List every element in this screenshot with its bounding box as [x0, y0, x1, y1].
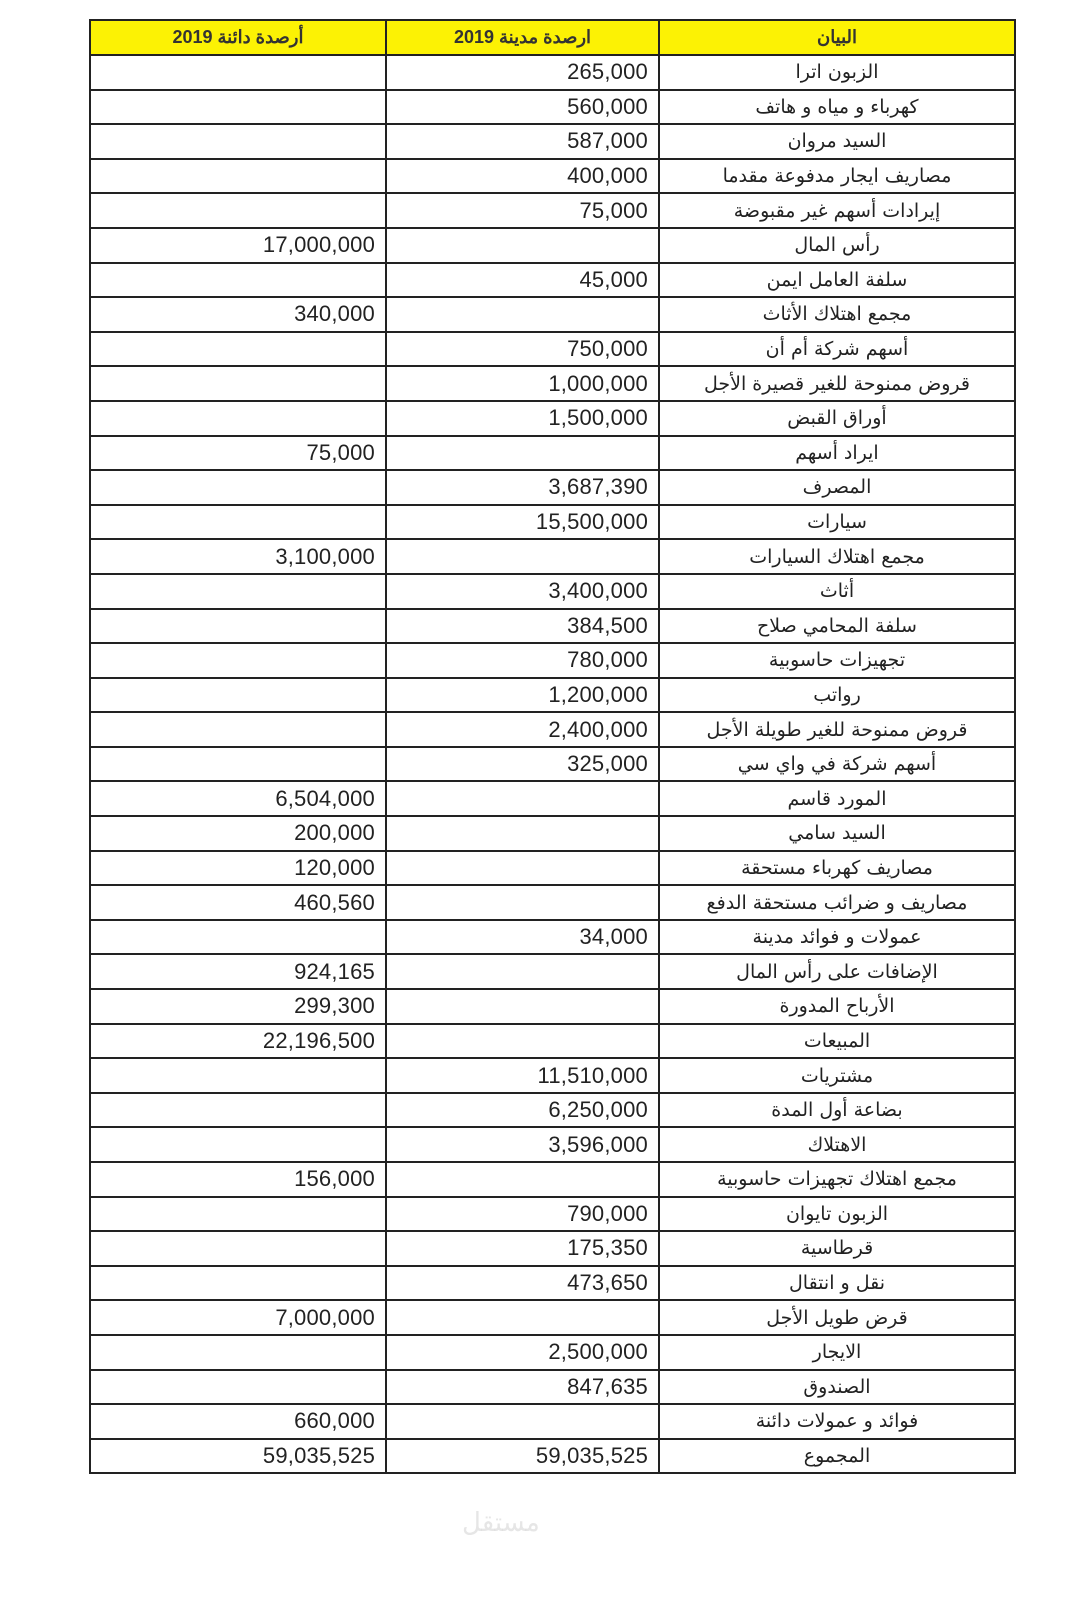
header-debit[interactable]: ارصدة مدينة 2019 — [386, 20, 659, 55]
table-row — [90, 539, 1015, 574]
watermark-logo: مستقل — [462, 1508, 540, 1538]
label-cell[interactable]: قروض ممنوحة للغير قصيرة الأجل — [659, 366, 1015, 401]
label-cell[interactable]: رأس المال — [659, 228, 1015, 263]
debit-cell[interactable] — [386, 989, 659, 1024]
table-row — [90, 124, 1015, 159]
debit-cell[interactable]: 6,250,000 — [386, 1093, 659, 1128]
label-cell[interactable]: مصاريف ايجار مدفوعة مقدما — [659, 159, 1015, 194]
debit-cell[interactable]: 3,400,000 — [386, 574, 659, 609]
header-label[interactable]: البيان — [659, 20, 1015, 55]
table-row — [90, 228, 1015, 263]
header-row — [90, 20, 1015, 55]
credit-cell[interactable]: 660,000 — [90, 1404, 386, 1439]
credit-cell[interactable] — [90, 574, 386, 609]
debit-cell[interactable] — [386, 539, 659, 574]
label-cell[interactable]: الإضافات على رأس المال — [659, 954, 1015, 989]
label-cell[interactable]: رواتب — [659, 678, 1015, 713]
label-cell[interactable]: السيد مروان — [659, 124, 1015, 159]
label-cell[interactable]: المورد قاسم — [659, 781, 1015, 816]
credit-cell[interactable] — [90, 1058, 386, 1093]
label-cell[interactable]: مجمع اهتلاك السيارات — [659, 539, 1015, 574]
label-cell[interactable]: الصندوق — [659, 1370, 1015, 1405]
credit-cell[interactable] — [90, 678, 386, 713]
trial-balance-table — [89, 19, 1016, 1474]
table-row — [90, 920, 1015, 955]
label-cell[interactable]: ايراد أسهم — [659, 436, 1015, 471]
credit-cell[interactable]: 75,000 — [90, 436, 386, 471]
credit-cell[interactable] — [90, 747, 386, 782]
label-cell[interactable]: مصاريف كهرباء مستحقة — [659, 851, 1015, 886]
label-cell[interactable]: قرطاسية — [659, 1231, 1015, 1266]
table-row — [90, 401, 1015, 436]
debit-cell[interactable] — [386, 954, 659, 989]
label-cell[interactable]: الزبون اترا — [659, 55, 1015, 90]
table-row — [90, 90, 1015, 125]
credit-cell[interactable] — [90, 470, 386, 505]
label-cell[interactable]: مصاريف و ضرائب مستحقة الدفع — [659, 885, 1015, 920]
debit-cell[interactable]: 325,000 — [386, 747, 659, 782]
table-row — [90, 747, 1015, 782]
table-row — [90, 816, 1015, 851]
debit-cell[interactable] — [386, 781, 659, 816]
debit-cell[interactable]: 11,510,000 — [386, 1058, 659, 1093]
debit-cell[interactable]: 59,035,525 — [386, 1439, 659, 1474]
debit-cell[interactable]: 3,596,000 — [386, 1127, 659, 1162]
credit-cell[interactable] — [90, 332, 386, 367]
table-row — [90, 609, 1015, 644]
table-row — [90, 1197, 1015, 1232]
credit-cell[interactable]: 17,000,000 — [90, 228, 386, 263]
credit-cell[interactable]: 120,000 — [90, 851, 386, 886]
credit-cell[interactable] — [90, 1370, 386, 1405]
credit-cell[interactable] — [90, 1093, 386, 1128]
debit-cell[interactable]: 3,687,390 — [386, 470, 659, 505]
table-row — [90, 193, 1015, 228]
credit-cell[interactable] — [90, 920, 386, 955]
table-row — [90, 885, 1015, 920]
credit-cell[interactable] — [90, 124, 386, 159]
table-row — [90, 1162, 1015, 1197]
table-row — [90, 505, 1015, 540]
credit-cell[interactable] — [90, 1335, 386, 1370]
credit-cell[interactable] — [90, 401, 386, 436]
debit-cell[interactable]: 34,000 — [386, 920, 659, 955]
debit-cell[interactable] — [386, 1024, 659, 1059]
table-row — [90, 159, 1015, 194]
label-cell[interactable]: أسهم شركة أم أن — [659, 332, 1015, 367]
label-cell[interactable]: أثاث — [659, 574, 1015, 609]
table-row — [90, 1231, 1015, 1266]
debit-cell[interactable]: 75,000 — [386, 193, 659, 228]
table-row — [90, 366, 1015, 401]
credit-cell[interactable] — [90, 712, 386, 747]
credit-cell[interactable] — [90, 1266, 386, 1301]
table-row — [90, 55, 1015, 90]
label-cell[interactable]: سلفة العامل ايمن — [659, 263, 1015, 298]
credit-cell[interactable] — [90, 1127, 386, 1162]
credit-cell[interactable]: 460,560 — [90, 885, 386, 920]
credit-cell[interactable] — [90, 55, 386, 90]
label-cell[interactable]: قرض طويل الأجل — [659, 1300, 1015, 1335]
table-row — [90, 1024, 1015, 1059]
debit-cell[interactable]: 750,000 — [386, 332, 659, 367]
table-row — [90, 712, 1015, 747]
table-row — [90, 436, 1015, 471]
credit-cell[interactable] — [90, 193, 386, 228]
debit-cell[interactable]: 587,000 — [386, 124, 659, 159]
table-row — [90, 1335, 1015, 1370]
table-row — [90, 574, 1015, 609]
table-row — [90, 1058, 1015, 1093]
credit-cell[interactable]: 156,000 — [90, 1162, 386, 1197]
total-row — [90, 1439, 1015, 1474]
credit-cell[interactable]: 299,300 — [90, 989, 386, 1024]
label-cell[interactable]: فوائد و عمولات دائنة — [659, 1404, 1015, 1439]
credit-cell[interactable]: 22,196,500 — [90, 1024, 386, 1059]
table-row — [90, 297, 1015, 332]
label-cell[interactable]: عمولات و فوائد مدينة — [659, 920, 1015, 955]
debit-cell[interactable]: 1,200,000 — [386, 678, 659, 713]
credit-cell[interactable]: 340,000 — [90, 297, 386, 332]
credit-cell[interactable] — [90, 505, 386, 540]
label-cell[interactable]: السيد سامي — [659, 816, 1015, 851]
debit-cell[interactable] — [386, 1300, 659, 1335]
debit-cell[interactable] — [386, 1162, 659, 1197]
debit-cell[interactable] — [386, 851, 659, 886]
table-row — [90, 1404, 1015, 1439]
label-cell[interactable]: المصرف — [659, 470, 1015, 505]
debit-cell[interactable] — [386, 885, 659, 920]
debit-cell[interactable] — [386, 816, 659, 851]
label-cell[interactable]: إيرادات أسهم غير مقبوضة — [659, 193, 1015, 228]
debit-cell[interactable]: 45,000 — [386, 263, 659, 298]
table-row — [90, 851, 1015, 886]
debit-cell[interactable]: 847,635 — [386, 1370, 659, 1405]
credit-cell[interactable] — [90, 366, 386, 401]
table-row — [90, 989, 1015, 1024]
debit-cell[interactable]: 384,500 — [386, 609, 659, 644]
debit-cell[interactable]: 1,500,000 — [386, 401, 659, 436]
table-row — [90, 332, 1015, 367]
label-cell[interactable]: الزبون تايوان — [659, 1197, 1015, 1232]
debit-cell[interactable]: 15,500,000 — [386, 505, 659, 540]
label-cell[interactable]: بضاعة أول المدة — [659, 1093, 1015, 1128]
table-row — [90, 1300, 1015, 1335]
debit-cell[interactable]: 2,400,000 — [386, 712, 659, 747]
debit-cell[interactable] — [386, 436, 659, 471]
debit-cell[interactable]: 473,650 — [386, 1266, 659, 1301]
table-row — [90, 1093, 1015, 1128]
debit-cell[interactable]: 175,350 — [386, 1231, 659, 1266]
credit-cell[interactable] — [90, 609, 386, 644]
credit-cell[interactable] — [90, 1197, 386, 1232]
label-cell[interactable]: أسهم شركة في واي سي — [659, 747, 1015, 782]
table-row — [90, 470, 1015, 505]
debit-cell[interactable]: 780,000 — [386, 643, 659, 678]
table-row — [90, 678, 1015, 713]
credit-cell[interactable] — [90, 159, 386, 194]
label-cell[interactable]: كهرباء و مياه و هاتف — [659, 90, 1015, 125]
label-cell[interactable]: الاهتلاك — [659, 1127, 1015, 1162]
debit-cell[interactable]: 265,000 — [386, 55, 659, 90]
credit-cell[interactable]: 6,504,000 — [90, 781, 386, 816]
debit-cell[interactable]: 2,500,000 — [386, 1335, 659, 1370]
table-row — [90, 1370, 1015, 1405]
credit-cell[interactable] — [90, 1231, 386, 1266]
table-row — [90, 263, 1015, 298]
label-cell[interactable]: المجموع — [659, 1439, 1015, 1474]
credit-cell[interactable]: 924,165 — [90, 954, 386, 989]
table-row — [90, 1127, 1015, 1162]
credit-cell[interactable] — [90, 263, 386, 298]
label-cell[interactable]: مجمع اهتلاك الأثاث — [659, 297, 1015, 332]
label-cell[interactable]: مشتريات — [659, 1058, 1015, 1093]
label-cell[interactable]: مجمع اهتلاك تجهيزات حاسوبية — [659, 1162, 1015, 1197]
debit-cell[interactable]: 790,000 — [386, 1197, 659, 1232]
label-cell[interactable]: الايجار — [659, 1335, 1015, 1370]
table-row — [90, 954, 1015, 989]
credit-cell[interactable] — [90, 643, 386, 678]
label-cell[interactable]: أوراق القبض — [659, 401, 1015, 436]
label-cell[interactable]: تجهيزات حاسوبية — [659, 643, 1015, 678]
label-cell[interactable]: سلفة المحامي صلاح — [659, 609, 1015, 644]
label-cell[interactable]: الأرباح المدورة — [659, 989, 1015, 1024]
debit-cell[interactable]: 560,000 — [386, 90, 659, 125]
debit-cell[interactable] — [386, 228, 659, 263]
label-cell[interactable]: المبيعات — [659, 1024, 1015, 1059]
label-cell[interactable]: سيارات — [659, 505, 1015, 540]
debit-cell[interactable] — [386, 1404, 659, 1439]
table-row — [90, 1266, 1015, 1301]
debit-cell[interactable]: 1,000,000 — [386, 366, 659, 401]
credit-cell[interactable]: 200,000 — [90, 816, 386, 851]
table-row — [90, 781, 1015, 816]
debit-cell[interactable] — [386, 297, 659, 332]
header-credit[interactable]: أرصدة دائنة 2019 — [90, 20, 386, 55]
credit-cell[interactable]: 7,000,000 — [90, 1300, 386, 1335]
debit-cell[interactable]: 400,000 — [386, 159, 659, 194]
credit-cell[interactable]: 59,035,525 — [90, 1439, 386, 1474]
label-cell[interactable]: نقل و انتقال — [659, 1266, 1015, 1301]
credit-cell[interactable]: 3,100,000 — [90, 539, 386, 574]
credit-cell[interactable] — [90, 90, 386, 125]
label-cell[interactable]: قروض ممنوحة للغير طويلة الأجل — [659, 712, 1015, 747]
table-row — [90, 643, 1015, 678]
